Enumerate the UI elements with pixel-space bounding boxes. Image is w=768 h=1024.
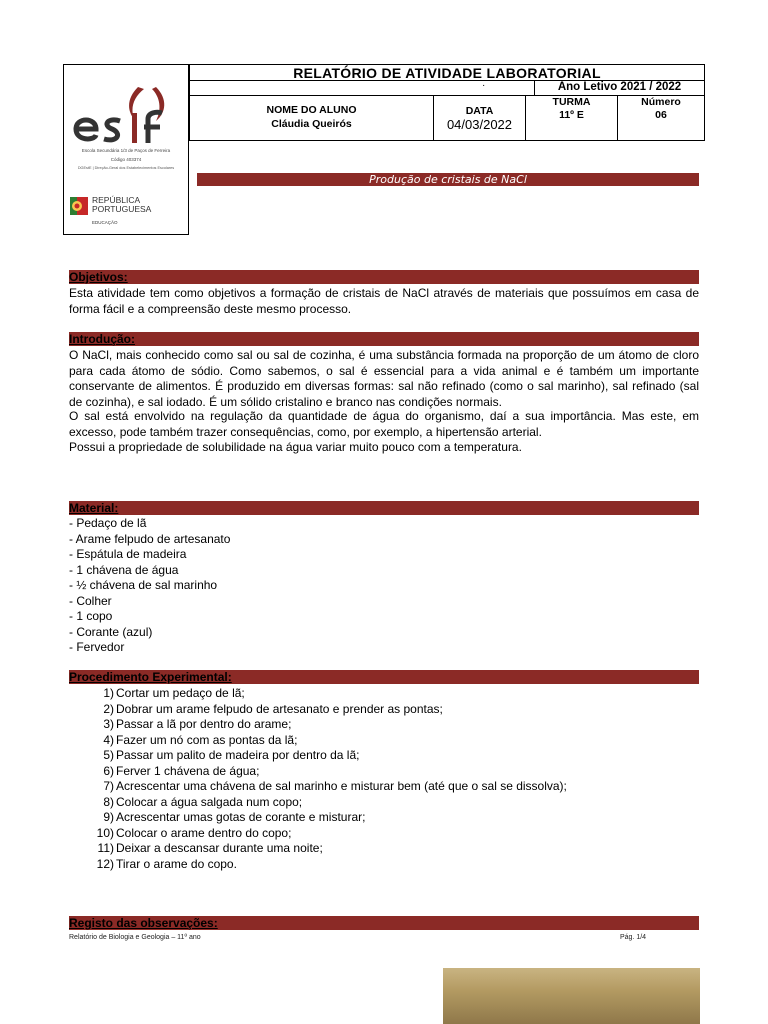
objetivos-text: Esta atividade tem como objetivos a formação de cristais de NaCl através de materiais que possuímos em casa de forma fácil e a compreensão deste mesmo processo.: [69, 286, 699, 316]
list-item: - 1 copo: [69, 609, 113, 623]
school-year: Ano Letivo 2021 / 2022: [534, 80, 704, 95]
list-item: - ½ chávena de sal marinho: [69, 578, 218, 592]
list-item: [86, 733, 567, 749]
list-item: - 1 chávena de água: [69, 562, 179, 577]
republica-text: REPÚBLICA: [92, 195, 141, 205]
step-number: 8): [103, 794, 114, 809]
step-number: 5): [103, 748, 114, 762]
section-procedimento-heading: Procedimento Experimental:: [69, 670, 232, 684]
dg-text: DGEstE | Direção-Geral dos Estabelecimentos Escolares: [77, 166, 175, 170]
school-logo-box: [63, 64, 189, 235]
step-number: 10): [96, 825, 114, 840]
report-title: RELATÓRIO DE ATIVIDADE LABORATORIAL: [189, 64, 705, 81]
step-number: 3): [103, 717, 114, 731]
introducao-paragraph-1: O NaCl, mais conhecido como sal ou sal de cozinha, é uma substância formada na proporção de um átomo de cloro para cada átomo de sódio. Como sabemos, o sal é essencial para a vida animal e é também um importante conservante de alimentos. É produzido em diversas formas: sal não refinado (como o sal marinho), sal refinado (sal de cozinha), e sal iodado. É um sólido cristalino e branco nas condições normais.: [69, 348, 699, 409]
footer-course: Relatório de Biologia e Geologia – 11º ano: [69, 934, 201, 941]
date-value: 04/03/2022: [446, 117, 513, 132]
list-item: [86, 764, 567, 780]
separator-dot: ·: [482, 80, 486, 91]
list-item: - Arame felpudo de artesanato: [69, 531, 231, 546]
step-text: Cortar um pedaço de lã;: [116, 686, 245, 700]
number-value: 06: [655, 109, 667, 121]
material-list: [69, 516, 230, 656]
section-material-bar: [69, 501, 699, 515]
photo-fragment: [443, 968, 700, 1024]
number-cell: [618, 95, 704, 140]
date-label: DATA: [465, 105, 494, 117]
introducao-paragraph-3: Possui a propriedade de solubilidade na água variar muito pouco com a temperatura.: [69, 440, 522, 454]
list-item: - Pedaço de lã: [69, 516, 147, 530]
section-procedimento-bar: [69, 670, 699, 684]
section-objetivos-heading: Objetivos:: [69, 270, 128, 284]
educacao-text: EDUCAÇÃO: [92, 220, 118, 225]
step-text: Deixar a descansar durante uma noite;: [116, 841, 323, 855]
introducao-paragraph-2: O sal está envolvido na regulação da quantidade de água do organismo, daí a sua importância. Mas este, em excesso, pode também trazer consequências, como, por exemplo, a hipertensão arterial.: [69, 409, 699, 439]
school-code: Código 403374: [110, 157, 142, 162]
list-item: [86, 779, 567, 795]
step-number: 2): [103, 701, 114, 716]
section-introducao-bar: [69, 332, 699, 346]
step-number: 6): [103, 763, 114, 778]
step-text: Fazer um nó com as pontas da lã;: [116, 732, 298, 747]
section-objetivos-bar: [69, 270, 699, 284]
step-number: 11): [97, 841, 114, 855]
class-value: 11º E: [559, 109, 584, 121]
step-text: Ferver 1 chávena de água;: [116, 763, 260, 778]
school-name: Escola Secundária 1/3 de Paços de Ferreira: [81, 148, 171, 153]
esf-logo-icon: [68, 85, 184, 145]
section-material-heading: Material:: [69, 501, 119, 515]
section-introducao-heading: Introdução:: [69, 332, 135, 346]
section-registo-bar: [69, 916, 699, 930]
list-item: [86, 857, 567, 873]
class-label: TURMA: [552, 96, 591, 108]
class-cell: [526, 95, 618, 140]
date-cell: [434, 95, 526, 140]
step-number: 9): [103, 810, 114, 824]
step-text: Passar a lã por dentro do arame;: [116, 717, 292, 731]
step-text: Passar um palito de madeira por dentro da lã;: [116, 748, 360, 762]
list-item: - Corante (azul): [69, 624, 153, 639]
section-registo-heading: Registo das observações:: [69, 916, 218, 930]
portugal-emblem-icon: [70, 197, 88, 215]
step-text: Acrescentar uma chávena de sal marinho e misturar bem (até que o sal se dissolva);: [116, 779, 567, 793]
step-number: 1): [103, 686, 114, 700]
list-item: [86, 702, 567, 718]
student-name-value: Cláudia Queirós: [271, 118, 352, 130]
student-name-cell: [190, 95, 434, 140]
list-item: - Colher: [69, 593, 112, 608]
step-number: 7): [103, 779, 114, 793]
list-item: - Fervedor: [69, 640, 125, 654]
list-item: [86, 717, 567, 733]
list-item: [86, 810, 567, 826]
step-text: Dobrar um arame felpudo de artesanato e prender as pontas;: [116, 701, 443, 716]
footer-page-number: Pág. 1/4: [620, 934, 647, 941]
step-text: Tirar o arame do copo.: [116, 856, 237, 871]
step-number: 12): [96, 856, 114, 871]
student-name-label: NOME DO ALUNO: [266, 104, 357, 116]
list-item: [86, 686, 567, 702]
header-row-student: [189, 95, 705, 141]
number-label: Número: [641, 96, 681, 108]
step-text: Acrescentar umas gotas de corante e misturar;: [116, 810, 366, 824]
portuguesa-text: PORTUGUESA: [92, 204, 152, 214]
step-text: Colocar o arame dentro do copo;: [116, 825, 292, 840]
step-number: 4): [103, 732, 114, 747]
list-item: [86, 841, 567, 857]
step-text: Colocar a água salgada num copo;: [116, 794, 303, 809]
list-item: [86, 748, 567, 764]
header-row-year: [189, 80, 705, 96]
list-item: [86, 826, 567, 842]
list-item: [86, 795, 567, 811]
list-item: - Espátula de madeira: [69, 547, 187, 561]
procedure-list: [86, 686, 567, 872]
activity-subtitle: Produção de cristais de NaCl: [197, 173, 699, 186]
